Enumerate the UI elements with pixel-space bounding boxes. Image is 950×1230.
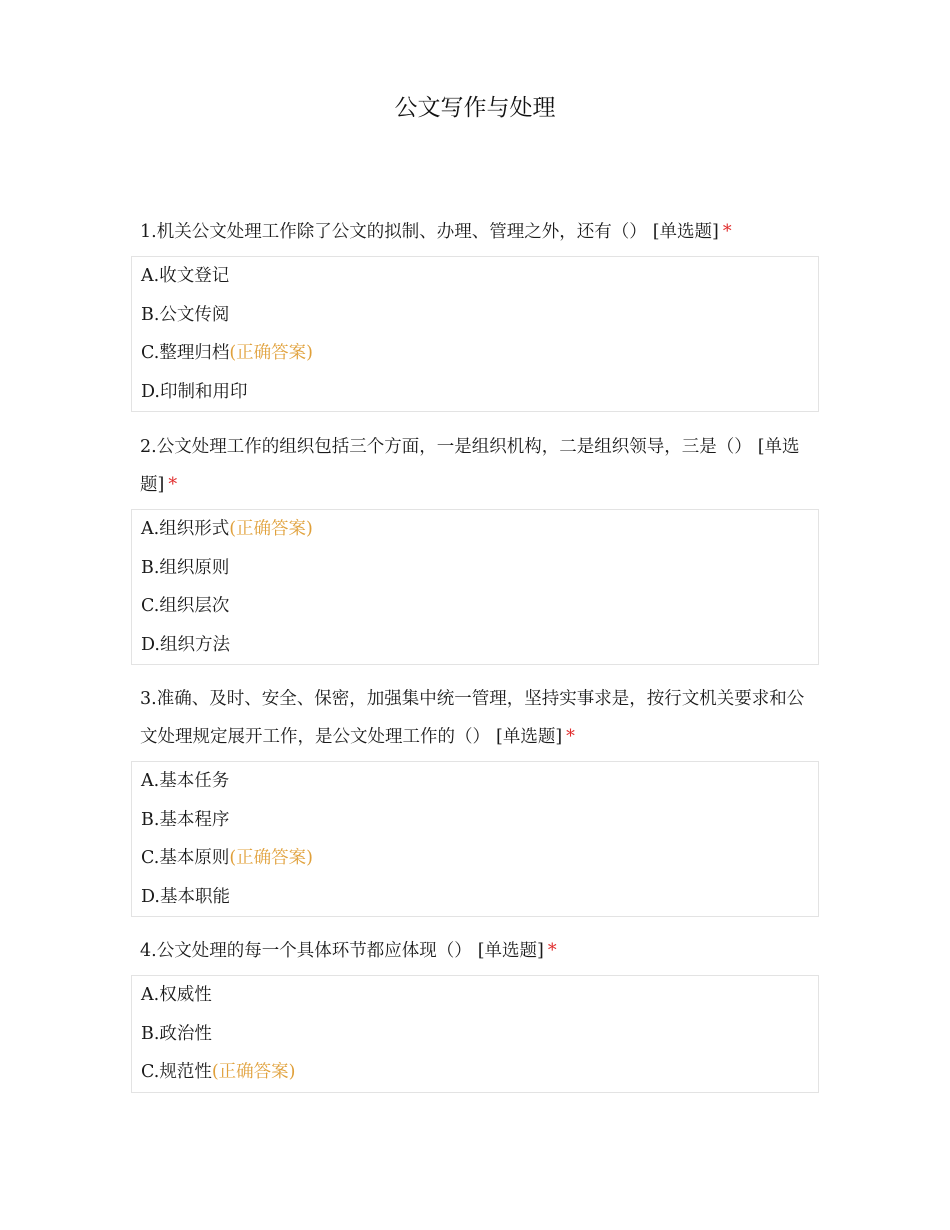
option-d[interactable] [141, 878, 809, 917]
option-b[interactable] [141, 1015, 809, 1054]
correct-answer-tag: (正确答案) [229, 343, 313, 363]
option-a[interactable] [141, 762, 809, 801]
option-a[interactable] [141, 257, 809, 296]
question-text [131, 213, 819, 251]
option-c[interactable] [141, 587, 809, 626]
correct-answer-tag: (正确答案) [229, 519, 313, 539]
option-c[interactable] [141, 839, 809, 878]
option-label: C.整理归档 [141, 343, 230, 363]
option-b[interactable] [141, 296, 809, 335]
required-mark: * [168, 475, 178, 495]
question-stem: 2.公文处理工作的组织包括三个方面，一是组织机构，二是组织领导，三是（） [140, 437, 752, 457]
options-box [131, 761, 819, 917]
correct-answer-tag: (正确答案) [229, 848, 313, 868]
options-box [131, 509, 819, 665]
option-c[interactable] [141, 334, 809, 373]
question-2 [131, 428, 819, 665]
question-stem: 4.公文处理的每一个具体环节都应体现（） [140, 941, 472, 961]
option-label: D.基本职能 [141, 886, 230, 907]
question-3 [131, 680, 819, 917]
option-label: C.基本原则 [141, 848, 230, 868]
question-type: [单选题] [477, 941, 544, 961]
question-text [131, 428, 819, 504]
question-type: [单选题] [652, 222, 719, 242]
option-label: D.印制和用印 [141, 381, 248, 402]
option-label: A.收文登记 [141, 266, 230, 286]
option-d[interactable] [141, 373, 809, 412]
option-label: B.基本程序 [141, 809, 230, 830]
option-a[interactable] [141, 976, 809, 1015]
option-label: A.基本任务 [141, 771, 230, 791]
required-mark: * [547, 941, 557, 961]
option-label: A.权威性 [141, 985, 212, 1005]
correct-answer-tag: (正确答案) [211, 1062, 296, 1082]
required-mark: * [722, 222, 732, 242]
question-4 [131, 932, 819, 1093]
option-c[interactable] [141, 1053, 809, 1092]
option-label: C.规范性 [141, 1062, 212, 1082]
option-label: B.政治性 [141, 1023, 212, 1044]
option-b[interactable] [141, 801, 809, 840]
question-text [131, 932, 819, 970]
option-label: B.组织原则 [141, 557, 230, 578]
options-box [131, 256, 819, 412]
page-title: 公文写作与处理 [394, 95, 556, 121]
question-type: [单选题] [140, 437, 800, 495]
required-mark: * [566, 727, 575, 747]
option-label: C.组织层次 [141, 596, 230, 616]
options-box [131, 975, 819, 1093]
option-label: B.公文传阅 [141, 304, 230, 325]
question-type: [单选题] [496, 727, 563, 747]
option-b[interactable] [141, 549, 809, 588]
question-stem: 1.机关公文处理工作除了公文的拟制、办理、管理之外，还有（） [140, 222, 647, 242]
question-stem: 3.准确、及时、安全、保密，加强集中统一管理，坚持实事求是，按行文机关要求和公文处理规定展开工作，是公文处理工作的（） [140, 689, 805, 747]
option-label: D.组织方法 [141, 634, 230, 655]
option-a[interactable] [141, 510, 809, 549]
question-text [131, 680, 819, 756]
question-1 [131, 213, 819, 412]
option-d[interactable] [141, 626, 809, 665]
option-label: A.组织形式 [141, 519, 230, 539]
